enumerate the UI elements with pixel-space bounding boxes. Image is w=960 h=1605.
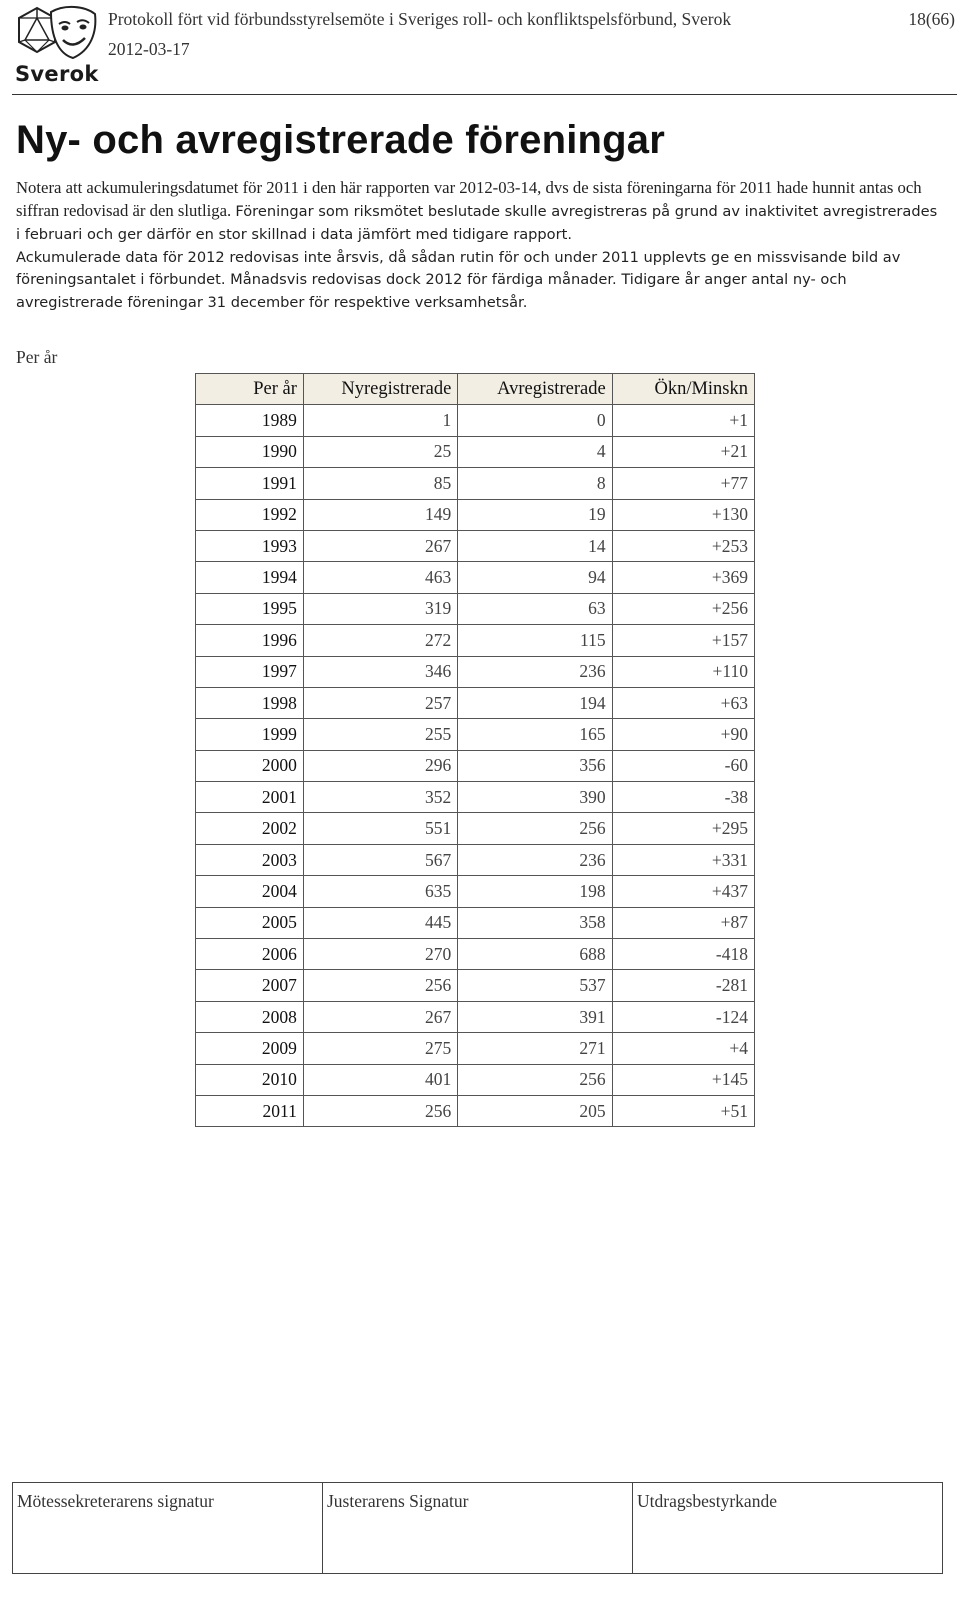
- cell-change: +437: [612, 876, 754, 907]
- cell-removed: 391: [458, 1001, 612, 1032]
- cell-new: 267: [303, 530, 457, 561]
- cell-year: 2000: [196, 750, 304, 781]
- table-header-row: [196, 374, 755, 405]
- registrations-table: [195, 373, 755, 1127]
- table-row: [196, 625, 755, 656]
- table-row: [196, 907, 755, 938]
- table-row: [196, 530, 755, 561]
- cell-change: -38: [612, 782, 754, 813]
- cell-removed: 205: [458, 1095, 612, 1126]
- cell-new: 1: [303, 405, 457, 436]
- cell-year: 2009: [196, 1033, 304, 1064]
- cell-change: +51: [612, 1095, 754, 1126]
- cell-change: +1: [612, 405, 754, 436]
- page-title: Ny- och avregistrerade föreningar: [16, 118, 666, 162]
- cell-new: 635: [303, 876, 457, 907]
- cell-removed: 256: [458, 813, 612, 844]
- cell-removed: 8: [458, 468, 612, 499]
- header-date: 2012-03-17: [108, 39, 190, 59]
- cell-year: 2002: [196, 813, 304, 844]
- cell-change: +130: [612, 499, 754, 530]
- cell-new: 25: [303, 436, 457, 467]
- cell-removed: 63: [458, 593, 612, 624]
- cell-year: 1991: [196, 468, 304, 499]
- cell-change: +63: [612, 687, 754, 718]
- table-row: [196, 844, 755, 875]
- col-header-year: Per år: [196, 374, 304, 405]
- cell-new: 551: [303, 813, 457, 844]
- cell-removed: 19: [458, 499, 612, 530]
- cell-new: 149: [303, 499, 457, 530]
- cell-change: -281: [612, 970, 754, 1001]
- table-row: [196, 1001, 755, 1032]
- cell-new: 352: [303, 782, 457, 813]
- cell-change: +21: [612, 436, 754, 467]
- intro-text: [16, 177, 941, 314]
- table-row: [196, 970, 755, 1001]
- cell-removed: 198: [458, 876, 612, 907]
- signature-table: [12, 1482, 943, 1574]
- cell-new: 272: [303, 625, 457, 656]
- cell-new: 256: [303, 1095, 457, 1126]
- col-header-change: Ökn/Minskn: [612, 374, 754, 405]
- cell-year: 1998: [196, 687, 304, 718]
- theater-masks-icon: [15, 2, 101, 64]
- table-row: [196, 468, 755, 499]
- cell-change: +90: [612, 719, 754, 750]
- table-row: [196, 939, 755, 970]
- cell-removed: 0: [458, 405, 612, 436]
- cell-new: 270: [303, 939, 457, 970]
- cell-change: +4: [612, 1033, 754, 1064]
- cell-removed: 256: [458, 1064, 612, 1095]
- cell-removed: 390: [458, 782, 612, 813]
- cell-removed: 14: [458, 530, 612, 561]
- signature-secretary: Mötessekreterarens signatur: [13, 1483, 323, 1574]
- intro-sentence-2: Föreningar som riksmötet beslutade skulle avregistreras på grund av inaktivitet avregistrerades i februari och ger därför en stor skillnad i data jämfört med tidigare rapport.: [16, 202, 938, 243]
- cell-removed: 115: [458, 625, 612, 656]
- signature-adjuster: Justerarens Signatur: [323, 1483, 633, 1574]
- table-row: [196, 876, 755, 907]
- cell-removed: 537: [458, 970, 612, 1001]
- section-label: Per år: [16, 347, 58, 367]
- cell-removed: 236: [458, 656, 612, 687]
- cell-year: 2005: [196, 907, 304, 938]
- table-row: [196, 656, 755, 687]
- cell-change: +295: [612, 813, 754, 844]
- cell-year: 1993: [196, 530, 304, 561]
- cell-removed: 165: [458, 719, 612, 750]
- table-row: [196, 782, 755, 813]
- cell-year: 1997: [196, 656, 304, 687]
- table-row: [196, 1033, 755, 1064]
- col-header-new: Nyregistrerade: [303, 374, 457, 405]
- cell-new: 275: [303, 1033, 457, 1064]
- col-header-removed: Avregistrerade: [458, 374, 612, 405]
- table-row: [196, 1064, 755, 1095]
- cell-year: 2010: [196, 1064, 304, 1095]
- cell-removed: 236: [458, 844, 612, 875]
- cell-change: +110: [612, 656, 754, 687]
- cell-year: 2008: [196, 1001, 304, 1032]
- cell-new: 567: [303, 844, 457, 875]
- intro-sentence-1: Notera att ackumuleringsdatumet för 2011 i den här rapporten var 2012-03-14, dvs de sista föreningarna för 2011 hade hunnit antas och siffran redovisad är den slutliga.: [16, 178, 922, 220]
- cell-new: 401: [303, 1064, 457, 1095]
- cell-year: 1999: [196, 719, 304, 750]
- cell-removed: 358: [458, 907, 612, 938]
- cell-year: 1989: [196, 405, 304, 436]
- cell-new: 255: [303, 719, 457, 750]
- cell-removed: 688: [458, 939, 612, 970]
- table-row: [196, 562, 755, 593]
- cell-year: 2011: [196, 1095, 304, 1126]
- table-row: [196, 499, 755, 530]
- cell-change: +331: [612, 844, 754, 875]
- cell-change: -60: [612, 750, 754, 781]
- cell-change: +157: [612, 625, 754, 656]
- cell-year: 2006: [196, 939, 304, 970]
- logo-wordmark: Sverok: [15, 62, 99, 86]
- cell-year: 2007: [196, 970, 304, 1001]
- cell-new: 445: [303, 907, 457, 938]
- cell-year: 2004: [196, 876, 304, 907]
- table-row: [196, 687, 755, 718]
- table-row: [196, 1095, 755, 1126]
- table-row: [196, 593, 755, 624]
- cell-new: 267: [303, 1001, 457, 1032]
- cell-new: 463: [303, 562, 457, 593]
- header-title: Protokoll fört vid förbundsstyrelsemöte i Sveriges roll- och konfliktspelsförbund, Sverok: [108, 9, 732, 29]
- table-row: [196, 813, 755, 844]
- cell-new: 256: [303, 970, 457, 1001]
- intro-paragraph-2: Ackumulerade data för 2012 redovisas inte årsvis, då sådan rutin för och under 2011 upplevts ge en missvisande bild av föreningsantalet i förbundet. Månadsvis redovisas dock 2012 för färdiga månader. Tidigare år anger antal ny- och avregistrerade föreningar 31 december för respektive verksamhetsår.: [16, 248, 901, 311]
- cell-new: 319: [303, 593, 457, 624]
- cell-change: +77: [612, 468, 754, 499]
- cell-change: +256: [612, 593, 754, 624]
- cell-change: +253: [612, 530, 754, 561]
- cell-new: 85: [303, 468, 457, 499]
- cell-removed: 4: [458, 436, 612, 467]
- cell-year: 1996: [196, 625, 304, 656]
- cell-change: +369: [612, 562, 754, 593]
- cell-change: -418: [612, 939, 754, 970]
- signature-certification: Utdragsbestyrkande: [633, 1483, 943, 1574]
- cell-year: 1992: [196, 499, 304, 530]
- cell-year: 1995: [196, 593, 304, 624]
- cell-new: 346: [303, 656, 457, 687]
- cell-year: 2003: [196, 844, 304, 875]
- page-number: 18(66): [908, 9, 955, 29]
- cell-removed: 271: [458, 1033, 612, 1064]
- page-header: [12, 0, 957, 95]
- cell-new: 296: [303, 750, 457, 781]
- signature-row: [13, 1483, 943, 1574]
- cell-removed: 94: [458, 562, 612, 593]
- table-row: [196, 405, 755, 436]
- cell-change: -124: [612, 1001, 754, 1032]
- cell-change: +87: [612, 907, 754, 938]
- cell-removed: 194: [458, 687, 612, 718]
- table-row: [196, 750, 755, 781]
- cell-removed: 356: [458, 750, 612, 781]
- cell-new: 257: [303, 687, 457, 718]
- sverok-logo: [15, 2, 101, 90]
- table-row: [196, 436, 755, 467]
- cell-change: +145: [612, 1064, 754, 1095]
- cell-year: 2001: [196, 782, 304, 813]
- table-row: [196, 719, 755, 750]
- cell-year: 1990: [196, 436, 304, 467]
- cell-year: 1994: [196, 562, 304, 593]
- intro-paragraph: [16, 177, 941, 247]
